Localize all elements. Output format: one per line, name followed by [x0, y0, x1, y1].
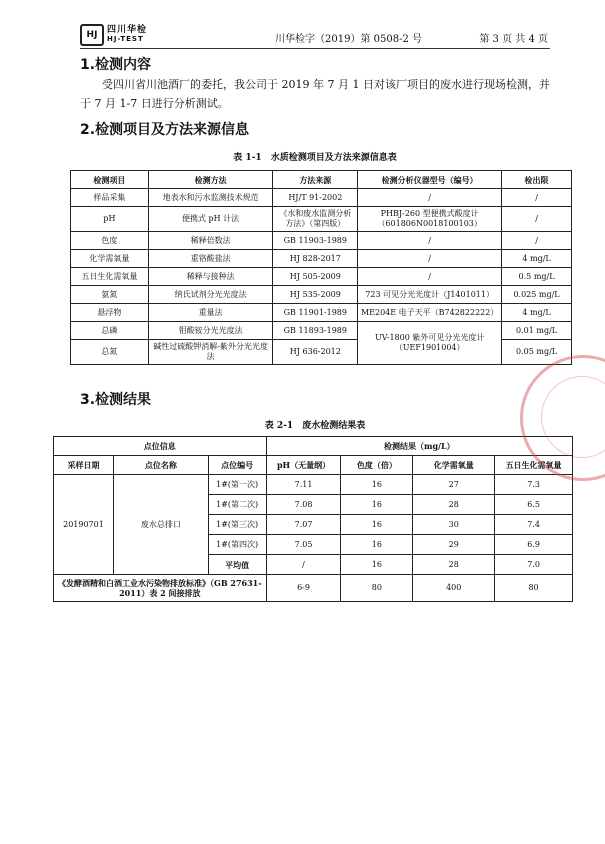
header-cell: 点位名称 [113, 456, 208, 475]
item-cell: pH [71, 207, 149, 232]
method-cell: 钼酸铵分光光度法 [148, 322, 273, 340]
color-cell: 16 [341, 555, 413, 575]
code-cell: 平均值 [208, 555, 266, 575]
item-cell: 总氮 [71, 340, 149, 365]
cod-cell: 27 [413, 475, 495, 495]
table-2-caption: 表 2-1 废水检测结果表 [264, 421, 366, 431]
limit-cell: / [502, 232, 572, 250]
item-cell: 悬浮物 [71, 304, 149, 322]
header-cell: 化学需氧量 [413, 456, 495, 475]
method-cell: 便携式 pH 计法 [148, 207, 273, 232]
sample-date-cell: 20190701 [54, 475, 114, 575]
bod-cell: 6.5 [495, 495, 573, 515]
header-cell: 检测分析仪器型号（编号） [358, 171, 502, 189]
header-cell: pH（无量纲） [266, 456, 341, 475]
cod-cell: 30 [413, 515, 495, 535]
ph-cell: 7.11 [266, 475, 341, 495]
page-number: 第 3 页 共 4 页 [479, 34, 548, 45]
header-cell: 检出限 [502, 171, 572, 189]
standard-row [54, 575, 573, 602]
ph-cell: 7.07 [266, 515, 341, 535]
instrument-cell: / [358, 268, 502, 286]
header-cell: 方法来源 [273, 171, 358, 189]
table-row [54, 475, 573, 495]
instrument-cell: / [358, 250, 502, 268]
ph-cell: / [266, 555, 341, 575]
header-cell: 采样日期 [54, 456, 114, 475]
code-cell: 1#(第二次) [208, 495, 266, 515]
ph-cell: 7.08 [266, 495, 341, 515]
source-cell: GB 11893-1989 [273, 322, 358, 340]
item-cell: 化学需氧量 [71, 250, 149, 268]
instrument-cell: UV-1800 紫外可见分光光度计（UEF1901004） [358, 322, 502, 365]
seal-inner-ring [541, 376, 605, 458]
limit-cell: 0.01 mg/L [502, 322, 572, 340]
method-cell: 碱性过硫酸钾消解-紫外分光光度法 [148, 340, 273, 365]
logo-english-name: HJ-TEST [107, 35, 144, 43]
instrument-cell: 723 可见分光光度计（J1401011） [358, 286, 502, 304]
source-cell: GB 11901-1989 [273, 304, 358, 322]
standard-label-cell: 《发酵酒精和白酒工业水污染物排放标准》（GB 27631-2011）表 2 间接排放 [54, 575, 267, 602]
bod-limit-cell: 80 [495, 575, 573, 602]
source-cell: HJ 505-2009 [273, 268, 358, 286]
method-cell: 稀释与接种法 [148, 268, 273, 286]
page-header [80, 24, 550, 49]
item-cell: 样品采集 [71, 189, 149, 207]
code-cell: 1#(第四次) [208, 535, 266, 555]
instrument-cell: / [358, 232, 502, 250]
site-name-cell: 废水总排口 [113, 475, 208, 575]
table-header-row [54, 456, 573, 475]
color-cell: 16 [341, 495, 413, 515]
bod-cell: 6.9 [495, 535, 573, 555]
method-cell: 重量法 [148, 304, 273, 322]
group-header-row [54, 437, 573, 456]
ph-cell: 7.05 [266, 535, 341, 555]
limit-cell: / [502, 207, 572, 232]
header-cell: 点位编号 [208, 456, 266, 475]
results-table [53, 436, 573, 602]
method-cell: 重铬酸盐法 [148, 250, 273, 268]
header-cell: 检测方法 [148, 171, 273, 189]
source-cell: HJ 636-2012 [273, 340, 358, 365]
bod-cell: 7.0 [495, 555, 573, 575]
item-cell: 五日生化需氧量 [71, 268, 149, 286]
limit-cell: 0.5 mg/L [502, 268, 572, 286]
item-cell: 总磷 [71, 322, 149, 340]
table-header-row [71, 171, 572, 189]
instrument-cell: / [358, 189, 502, 207]
source-cell: 《水和废水监测分析方法》（第四版） [273, 207, 358, 232]
method-cell: 纳氏试剂分光光度法 [148, 286, 273, 304]
table-1-caption: 表 1-1 水质检测项目及方法来源信息表 [233, 153, 397, 163]
item-cell: 色度 [71, 232, 149, 250]
bod-cell: 7.4 [495, 515, 573, 535]
source-cell: HJ/T 91-2002 [273, 189, 358, 207]
header-cell: 五日生化需氧量 [495, 456, 573, 475]
logo-mark: HJ [80, 24, 104, 46]
color-limit-cell: 80 [341, 575, 413, 602]
limit-cell: 4 mg/L [502, 250, 572, 268]
point-info-header: 点位信息 [54, 437, 267, 456]
cod-cell: 28 [413, 495, 495, 515]
limit-cell: 4 mg/L [502, 304, 572, 322]
table-row [71, 250, 572, 268]
header-cell: 色度（倍） [341, 456, 413, 475]
color-cell: 16 [341, 515, 413, 535]
color-cell: 16 [341, 475, 413, 495]
limit-cell: 0.05 mg/L [502, 340, 572, 365]
result-header: 检测结果（mg/L） [266, 437, 572, 456]
cod-cell: 28 [413, 555, 495, 575]
section-2-title: 2.检测项目及方法来源信息 [80, 122, 250, 138]
method-table [70, 170, 572, 365]
instrument-cell: PHBJ-260 型便携式酸度计（601806N0018100103） [358, 207, 502, 232]
source-cell: HJ 828-2017 [273, 250, 358, 268]
limit-cell: 0.025 mg/L [502, 286, 572, 304]
logo-chinese-name: 四川华检 [107, 25, 148, 35]
item-cell: 氨氮 [71, 286, 149, 304]
company-logo [80, 24, 147, 46]
table-row [71, 207, 572, 232]
color-cell: 16 [341, 535, 413, 555]
document-number: 川华检字（2019）第 0508-2 号 [275, 34, 422, 45]
table-row [71, 286, 572, 304]
limit-cell: / [502, 189, 572, 207]
table-row [71, 322, 572, 340]
cod-limit-cell: 400 [413, 575, 495, 602]
header-cell: 检测项目 [71, 171, 149, 189]
method-cell: 稀释倍数法 [148, 232, 273, 250]
section-1-title: 1.检测内容 [80, 57, 152, 73]
cod-cell: 29 [413, 535, 495, 555]
code-cell: 1#(第三次) [208, 515, 266, 535]
source-cell: HJ 535-2009 [273, 286, 358, 304]
ph-limit-cell: 6-9 [266, 575, 341, 602]
table-row [71, 189, 572, 207]
source-cell: GB 11903-1989 [273, 232, 358, 250]
table-row [71, 268, 572, 286]
bod-cell: 7.3 [495, 475, 573, 495]
section-1-text: 受四川省川池酒厂的委托，我公司于 2019 年 7 月 1 日对该厂项目的废水进行现场检测，并于 7 月 1-7 日进行分析测试。 [80, 78, 550, 110]
table-row [71, 304, 572, 322]
method-cell: 地表水和污水监测技术规范 [148, 189, 273, 207]
code-cell: 1#(第一次) [208, 475, 266, 495]
table-row [71, 232, 572, 250]
section-3-title: 3.检测结果 [80, 392, 152, 408]
instrument-cell: ME204E 电子天平（B742822222） [358, 304, 502, 322]
